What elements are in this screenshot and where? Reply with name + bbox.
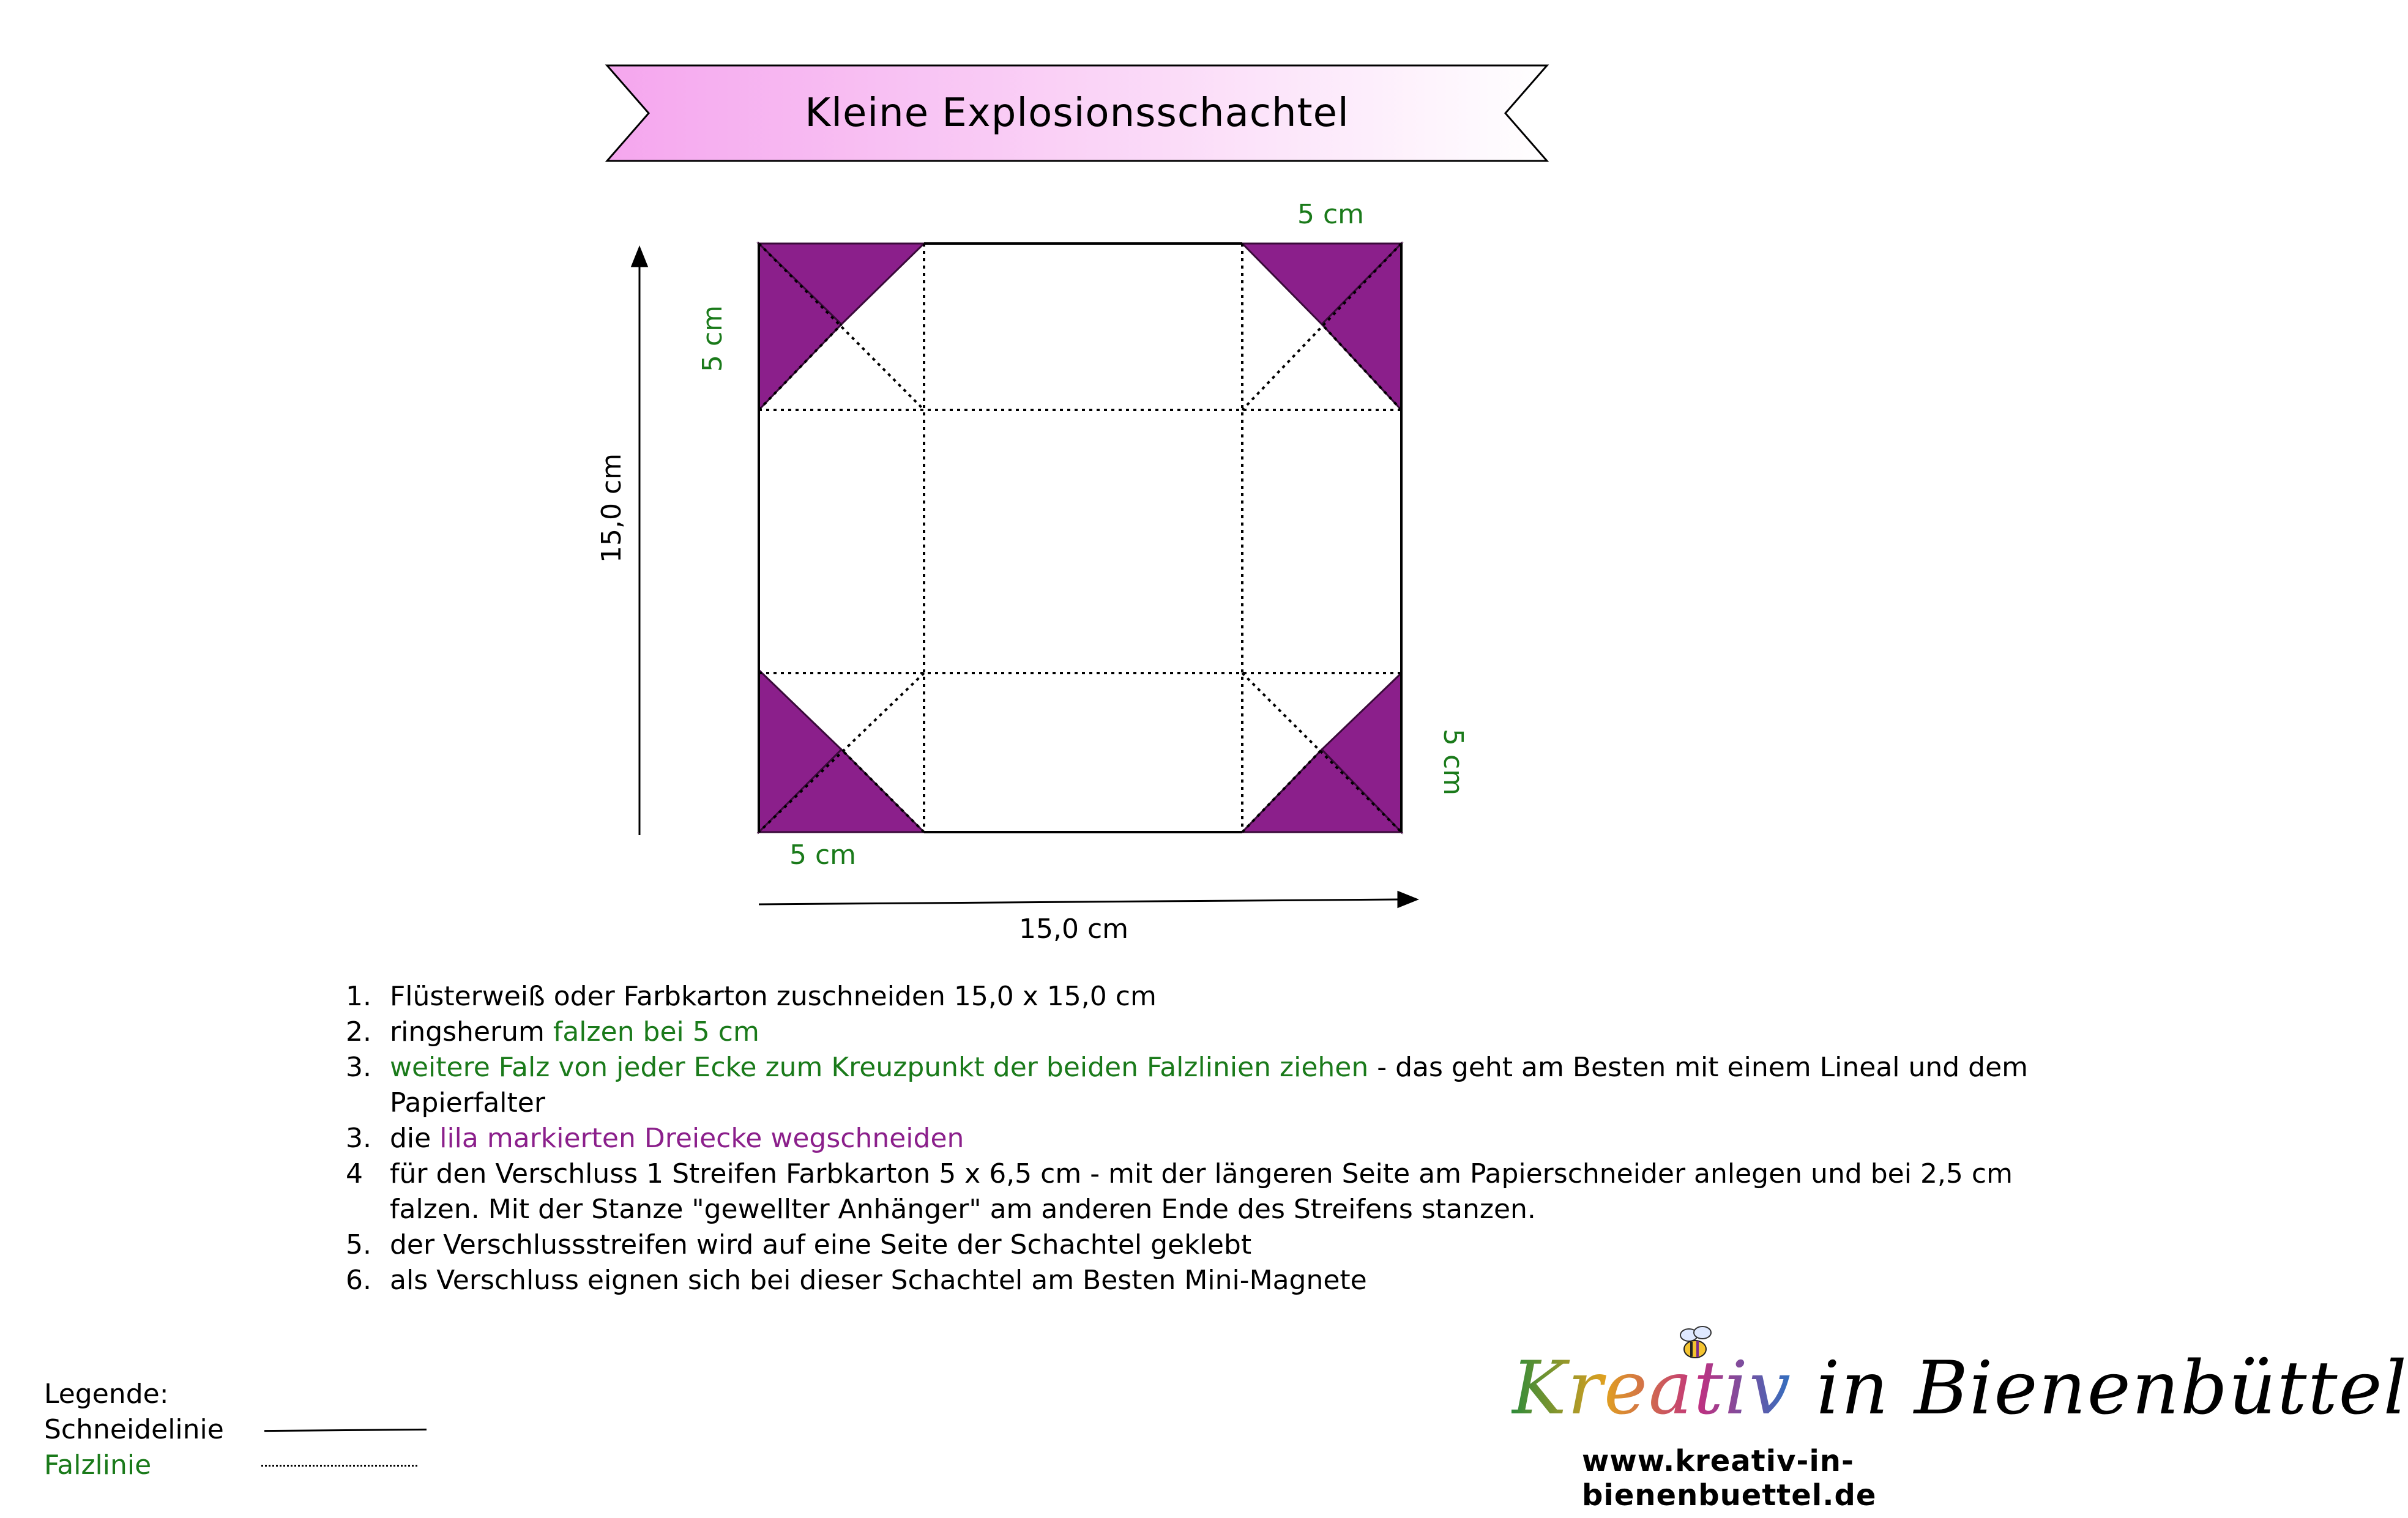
step-item xyxy=(346,979,2120,1014)
step-text: - das geht am Besten mit einem Lineal und dem Papierfalter xyxy=(390,1052,2029,1118)
page-title: Kleine Explosionsschachtel xyxy=(805,91,1349,136)
legend-solid-line xyxy=(264,1428,427,1431)
logo-wordmark xyxy=(1512,1346,2408,1431)
step-text-highlight: lila markierten Dreiecke wegschneiden xyxy=(439,1123,964,1154)
step-item xyxy=(346,1014,2120,1050)
legend-cut-label: Schneidelinie xyxy=(44,1414,224,1445)
instruction-list xyxy=(346,979,2120,1298)
step-number: 2. xyxy=(346,1016,371,1047)
legend-row-cut xyxy=(44,1412,427,1448)
legend-row-fold xyxy=(44,1448,427,1483)
dimension-right-lower: 5 cm xyxy=(1437,728,1469,796)
step-number: 3. xyxy=(346,1052,371,1083)
dimension-top-right: 5 cm xyxy=(1297,199,1365,230)
step-text-highlight: falzen bei 5 cm xyxy=(553,1016,759,1047)
step-item xyxy=(346,1227,2120,1263)
step-text: für den Verschluss 1 Streifen Farbkarton 5 x 6,5 cm - mit der längeren Seite am Papierschneider anlegen und bei 2,5 cm falzen. Mit der Stanze "gewellter Anhänger" am anderen Ende des Streifens stanzen. xyxy=(390,1158,2013,1225)
step-number: 1. xyxy=(346,981,371,1012)
step-text: der Verschlussstreifen wird auf eine Seite der Schachtel geklebt xyxy=(390,1229,1252,1260)
cut-lines xyxy=(759,244,1401,832)
dimension-width: 15,0 cm xyxy=(1019,913,1129,945)
step-text: Flüsterweiß oder Farbkarton zuschneiden 15,0 x 15,0 cm xyxy=(390,981,1157,1012)
legend-fold-label: Falzlinie xyxy=(44,1449,152,1481)
step-text: die xyxy=(390,1123,440,1154)
logo-rest-words: in Bienenbüttel xyxy=(1791,1346,2408,1431)
step-number: 6. xyxy=(346,1265,371,1296)
legend-dotted-line xyxy=(261,1465,417,1467)
brand-logo xyxy=(1512,1322,2408,1432)
step-number: 4 xyxy=(346,1158,363,1189)
dimension-height: 15,0 cm xyxy=(596,453,628,564)
step-item xyxy=(346,1263,2120,1298)
step-item xyxy=(346,1050,2120,1121)
legend xyxy=(44,1377,427,1483)
step-text: ringsherum xyxy=(390,1016,553,1047)
fold-lines xyxy=(759,244,1401,832)
dimension-bottom-left: 5 cm xyxy=(789,839,857,871)
logo-colored-word: Kreativ xyxy=(1512,1346,1792,1431)
step-item xyxy=(346,1121,2120,1156)
step-number: 5. xyxy=(346,1229,371,1260)
website-url[interactable]: www.kreativ-in-bienenbuettel.de xyxy=(1582,1444,1877,1512)
legend-heading: Legende: xyxy=(44,1378,169,1410)
step-number: 3. xyxy=(346,1123,371,1154)
dimension-left-upper: 5 cm xyxy=(697,305,729,373)
step-item xyxy=(346,1156,2120,1227)
step-text: als Verschluss eignen sich bei dieser Schachtel am Besten Mini-Magnete xyxy=(390,1265,1367,1296)
step-text-highlight: weitere Falz von jeder Ecke zum Kreuzpunkt der beiden Falzlinien ziehen xyxy=(390,1052,1369,1083)
